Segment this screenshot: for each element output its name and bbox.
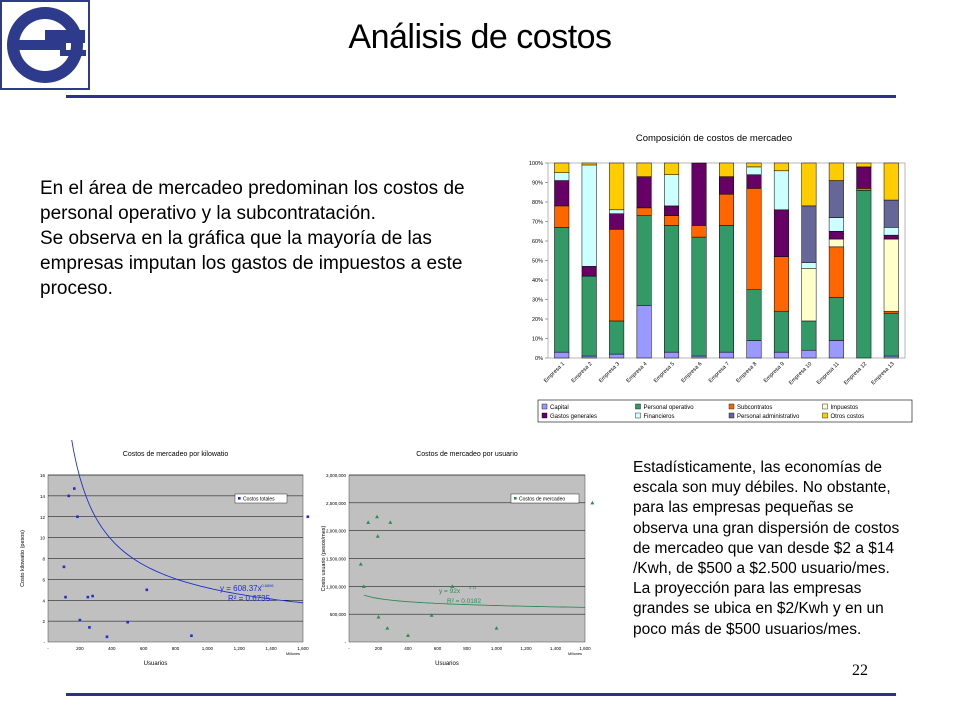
legend-label: Costos totales <box>243 496 275 503</box>
y-tick-label: 100% <box>528 161 543 167</box>
category-label: Empresa 2 <box>570 361 594 385</box>
bar-segment <box>692 163 707 225</box>
bar-segment <box>747 167 762 175</box>
bar-segment <box>609 210 624 214</box>
legend-label: Impuestos <box>830 405 859 411</box>
legend-swatch <box>542 404 547 409</box>
bar-segment <box>829 231 844 239</box>
x-tick-label: 400 <box>107 646 116 651</box>
bar-segment <box>802 163 817 206</box>
intro-paragraph-2: Se observa en la gráfica que la mayoría de las empresas imputan los gastos de impuestos a este proceso. <box>40 228 463 299</box>
y-tick-label: 14 <box>39 493 45 499</box>
y-tick-label: 6 <box>42 577 45 583</box>
bar-segment <box>609 229 624 321</box>
y-tick-label: 8 <box>42 556 45 562</box>
statistics-text: Estadísticamente, las economías de escala son muy débiles. No obstante, para las empresas pequeñas se observa una gran dispersión de costos de mercadeo que van desde $2 a $14 /Kwh, de $500 a $2.500 usuario/mes. La proyección para las empresas grandes se ubica en $2/Kwh y en un poco más de $500 usuarios/mes. <box>633 459 900 638</box>
x-tick-label: - <box>47 646 49 651</box>
bar-segment <box>829 298 844 341</box>
data-point <box>76 515 79 518</box>
bar-segment <box>637 177 652 208</box>
bar-segment <box>857 188 872 190</box>
y-tick-label: 40% <box>531 278 543 284</box>
legend-label: Gastos generales <box>550 414 598 420</box>
company-logo <box>0 0 90 90</box>
x-tick-label: 200 <box>374 646 383 651</box>
legend-swatch <box>542 413 547 418</box>
data-point <box>88 626 91 629</box>
data-point <box>63 566 66 569</box>
legend-label: Subcontratos <box>737 405 773 411</box>
x-tick-label: 1,200 <box>520 646 532 651</box>
bar-segment <box>664 175 679 206</box>
bar-segment <box>857 190 872 358</box>
bar-segment <box>637 208 652 216</box>
bar-segment <box>582 163 597 165</box>
y-tick-label: 500,000 <box>329 612 346 618</box>
y-tick-label: 1,000,000 <box>325 584 346 590</box>
bar-segment <box>829 340 844 358</box>
cost-per-kilowatt-chart <box>20 440 315 670</box>
data-point <box>64 596 67 599</box>
bar-segment <box>609 163 624 210</box>
x-tick-label: 800 <box>171 646 180 651</box>
legend-label: Personal administrativo <box>737 414 800 420</box>
bar-segment <box>884 163 899 200</box>
bar-segment <box>774 311 789 352</box>
category-label: Empresa 9 <box>762 361 786 385</box>
bar-segment <box>719 194 734 225</box>
category-label: Empresa 12 <box>843 361 869 387</box>
x-tick-label: 1,000 <box>201 646 214 651</box>
data-point <box>73 487 76 490</box>
y-tick-label: 30% <box>531 297 543 304</box>
data-point <box>590 501 594 505</box>
bar-segment <box>774 163 789 171</box>
legend-label: Capital <box>550 405 569 411</box>
x-tick-label: 200 <box>76 646 84 651</box>
legend-label: Personal operativo <box>643 405 694 411</box>
y-axis-label: Costo kilowatio (pesos) <box>20 530 26 587</box>
category-label: Empresa 10 <box>788 361 814 387</box>
bar-segment <box>884 235 899 239</box>
y-tick-label: 3,000,000 <box>325 473 346 478</box>
legend-swatch <box>729 413 734 418</box>
bar-segment <box>692 237 707 356</box>
legend-swatch <box>636 404 641 409</box>
legend-label: Financieros <box>643 414 675 420</box>
chart-title: Composición de costos de mercadeo <box>635 133 793 144</box>
data-point <box>190 634 193 637</box>
legend-swatch <box>729 404 734 409</box>
x-tick-label: 1,600 <box>297 646 309 651</box>
bar-segment <box>664 163 679 175</box>
category-label: Empresa 5 <box>652 361 676 385</box>
bar-segment <box>884 311 899 313</box>
r-squared: R² = 0.0182 <box>447 598 482 605</box>
bar-segment <box>609 321 624 354</box>
y-tick-label: 1,500,000 <box>325 556 346 562</box>
category-label: Empresa 7 <box>707 361 731 385</box>
y-tick-label: 50% <box>531 258 543 265</box>
y-tick-label: - <box>344 640 346 645</box>
bar-segment <box>719 225 734 352</box>
bar-segment <box>857 167 872 188</box>
y-tick-label: 2,500,000 <box>325 500 346 506</box>
data-point <box>87 596 90 599</box>
bar-segment <box>774 210 789 257</box>
data-point <box>106 635 109 638</box>
x-tick-label: 1,400 <box>265 646 277 651</box>
y-tick-label: 2 <box>42 619 45 625</box>
trend-equation: y = 92x <box>439 588 461 595</box>
category-label: Empresa 8 <box>735 361 759 385</box>
bar-segment <box>884 313 899 356</box>
bar-segment <box>664 225 679 352</box>
bar-segment <box>884 200 899 227</box>
bar-segment <box>582 165 597 266</box>
bar-segment <box>664 216 679 226</box>
data-point <box>91 595 94 598</box>
x-unit-label: Millones <box>286 652 300 656</box>
bar-segment <box>774 352 789 358</box>
bar-segment <box>774 257 789 312</box>
category-label: Empresa 1 <box>543 361 567 385</box>
bar-segment <box>582 266 597 276</box>
bar-segment <box>554 173 569 181</box>
bar-segment <box>829 181 844 218</box>
bar-segment <box>802 206 817 263</box>
footer-divider <box>66 693 896 696</box>
legend-swatch <box>823 404 828 409</box>
x-tick-label: 1,400 <box>549 646 562 651</box>
bar-segment <box>802 268 817 321</box>
y-tick-label: 4 <box>42 598 45 604</box>
page-title: Análisis de costos <box>348 18 612 56</box>
bar-segment <box>884 239 899 311</box>
y-tick-label: 60% <box>531 239 543 245</box>
data-point <box>146 589 149 592</box>
bar-segment <box>747 163 762 167</box>
x-tick-label: 1,000 <box>490 646 503 651</box>
legend-swatch <box>636 413 641 418</box>
bar-segment <box>829 239 844 247</box>
intro-paragraph-1: En el área de mercadeo predominan los costos de personal operativo y la subcontratación. <box>40 178 465 224</box>
legend-swatch <box>514 497 517 500</box>
bar-segment <box>554 181 569 206</box>
bar-segment <box>774 171 789 210</box>
y-tick-label: 16 <box>39 473 45 478</box>
r-squared: R² = 0.6735 <box>228 594 271 603</box>
chart-title: Costos de mercadeo por kilowatio <box>122 451 229 458</box>
intro-text-block <box>40 176 495 301</box>
data-point <box>126 621 129 624</box>
x-tick-label: 800 <box>463 646 471 651</box>
category-label: Empresa 3 <box>598 361 622 385</box>
y-tick-label: 80% <box>531 200 543 206</box>
bar-segment <box>554 352 569 358</box>
x-axis-label: Usuarios <box>435 661 459 667</box>
bar-segment <box>664 206 679 216</box>
y-tick-label: 10 <box>39 535 45 541</box>
y-axis-label: Costo usuario (pesos/mes) <box>321 525 327 592</box>
bar-segment <box>747 188 762 289</box>
x-tick-label: 600 <box>139 646 148 651</box>
trend-exponent: 0.11 <box>469 585 477 590</box>
category-label: Empresa 13 <box>870 361 896 387</box>
bar-segment <box>692 356 707 358</box>
bar-segment <box>554 206 569 227</box>
trend-equation: y = 608.37x <box>220 584 262 593</box>
category-label: Empresa 4 <box>625 361 649 385</box>
bar-segment <box>582 276 597 356</box>
data-point <box>79 619 82 622</box>
title-divider <box>66 95 896 98</box>
x-axis-label: Usuarios <box>143 661 168 667</box>
bar-segment <box>609 214 624 230</box>
bar-segment <box>747 340 762 358</box>
bar-segment <box>664 352 679 358</box>
bar-segment <box>802 321 817 350</box>
y-tick-label: 70% <box>531 219 543 226</box>
y-tick-label: 10% <box>531 336 543 343</box>
bar-segment <box>719 352 734 358</box>
bar-segment <box>802 262 817 268</box>
x-tick-label: 1,200 <box>233 646 245 651</box>
bar-segment <box>829 218 844 232</box>
bar-segment <box>554 163 569 173</box>
x-tick-label: 400 <box>404 646 412 651</box>
y-tick-label: 20% <box>531 317 543 323</box>
legend-swatch <box>823 413 828 418</box>
bar-segment <box>582 356 597 358</box>
bar-segment <box>719 163 734 177</box>
legend-label: Otros costos <box>830 414 865 420</box>
bar-segment <box>747 175 762 189</box>
bar-segment <box>829 247 844 298</box>
x-tick-label: 600 <box>433 646 442 651</box>
legend-swatch <box>238 497 241 500</box>
bar-segment <box>692 225 707 237</box>
x-tick-label: - <box>348 646 350 651</box>
chart-title: Costos de mercadeo por usuario <box>416 451 518 458</box>
bar-segment <box>884 356 899 358</box>
y-tick-label: 2,000,000 <box>325 528 346 534</box>
bar-segment <box>637 163 652 177</box>
bar-segment <box>747 290 762 341</box>
bar-segment <box>637 305 652 358</box>
bar-segment <box>884 227 899 235</box>
bar-segment <box>609 354 624 358</box>
x-tick-label: 1,600 <box>579 646 591 651</box>
trend-exponent: -0.6896 <box>260 583 274 588</box>
data-point <box>67 495 70 498</box>
bar-segment <box>829 163 844 181</box>
y-tick-label: 0% <box>535 356 543 362</box>
page-number: 22 <box>852 662 868 679</box>
bar-segment <box>719 177 734 195</box>
cost-composition-chart <box>508 126 920 426</box>
cost-per-user-chart <box>305 440 605 670</box>
legend-label: Costos de mercadeo <box>519 496 566 503</box>
category-label: Empresa 11 <box>815 361 841 387</box>
y-tick-label: 90% <box>531 180 543 187</box>
y-tick-label: - <box>43 640 45 645</box>
bar-segment <box>637 216 652 306</box>
x-unit-label: Millones <box>568 652 582 656</box>
bar-segment <box>857 163 872 167</box>
y-tick-label: 12 <box>39 514 45 520</box>
category-label: Empresa 6 <box>680 361 704 385</box>
bar-segment <box>554 227 569 352</box>
bar-segment <box>802 350 817 358</box>
